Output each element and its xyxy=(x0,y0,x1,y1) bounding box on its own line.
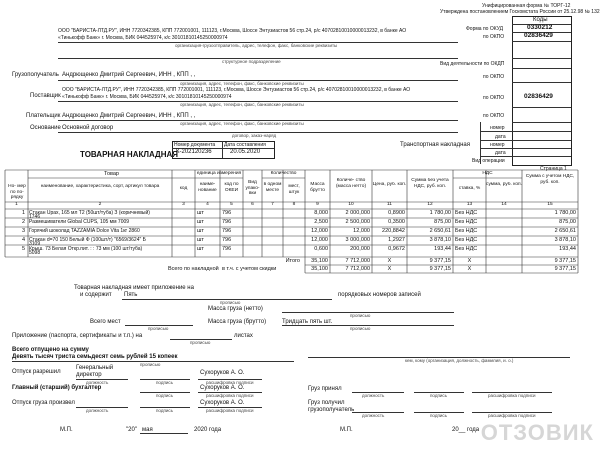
all-label: Всего по накладной xyxy=(168,266,219,272)
payer-value: Андрющенко Дмитрий Сергеевич, ИНН , КПП , , xyxy=(62,113,196,119)
row-name: Стакан Upax, 165 мл Т2 (50шт/туба) З (коричневый) xyxy=(29,209,150,216)
row-sum-novat: 193,44 xyxy=(434,245,451,252)
mp-right: М.П. xyxy=(340,427,353,433)
appendix-label: Приложение (паспорта, сертификаты и т.п.) на xyxy=(12,333,143,339)
row-unit: шт xyxy=(197,227,204,234)
header-unit-name: наиме- нование xyxy=(198,182,217,193)
column-number: 9 xyxy=(316,202,319,207)
basis-value: Основной договор xyxy=(62,125,114,131)
row-okei: 796 xyxy=(222,227,232,234)
column-number: 15 xyxy=(547,202,553,207)
consignee-label: Грузополучатель xyxy=(12,72,59,78)
number2-label: номер xyxy=(490,142,505,148)
all-gross: 35,100 xyxy=(311,266,328,272)
row-vat-rate: Без НДС xyxy=(455,236,478,243)
org-text-l2: «Тинькофф Банк» г. Москва, БИК 044525974, к/с 30101810145250000974 xyxy=(58,35,228,41)
row-price: 220,8842 xyxy=(382,227,405,234)
released-by-pos-cap: должность xyxy=(86,408,109,413)
doc-date-header: Дата составления xyxy=(224,142,266,148)
places-label: Всего мест xyxy=(90,319,121,325)
released-value: Девять тысяч триста семьдесят семь рублей 15 копеек xyxy=(12,354,178,360)
basis-label: Основание xyxy=(30,125,61,131)
row-sum-vat: 1 780,00 xyxy=(554,209,576,216)
row-vat-rate: Без НДС xyxy=(455,227,478,234)
row-price: 0,3500 xyxy=(388,218,405,225)
date-label: дата xyxy=(495,134,506,140)
itogo-sum: 9 377,15 xyxy=(429,258,451,264)
row-price: 0,9672 xyxy=(388,245,405,252)
okud-label: Форма по ОКУД xyxy=(466,26,504,32)
supplier-caption: организация, адрес, телефон, факс, банковские реквизиты xyxy=(180,102,304,107)
okpo4-label: по ОКПО xyxy=(483,113,505,119)
row-sum-vat: 193,44 xyxy=(559,245,576,252)
row-number: 5 xyxy=(21,245,25,252)
row-vat-rate: Без НДС xyxy=(455,218,478,225)
supplier-text-l2: «Тинькофф Банк» г. Москва, БИК 044525974, к/с 30101810145250000974 xyxy=(62,94,232,100)
header-gross: Масса брутто xyxy=(310,182,325,193)
header-sum-novat: Сумма без учета НДС, руб. коп. xyxy=(411,178,449,189)
received-sign-cap: подпись xyxy=(430,413,448,418)
date-month: мая xyxy=(142,427,153,433)
row-net: 12,000 xyxy=(353,227,370,234)
row-name-article: 1746 xyxy=(29,214,41,220)
accepted-sign-cap: подпись xyxy=(430,393,448,398)
allowed-pos-cap: должность xyxy=(86,380,109,385)
okpo2-label: по ОКПО xyxy=(483,74,505,80)
row-gross: 12,000 xyxy=(311,227,328,234)
header-vat-sum: сумма, руб. коп. xyxy=(486,182,522,187)
column-number: 14 xyxy=(501,202,507,207)
received-label: Груз получил грузополучатель xyxy=(308,400,355,413)
supplier-text-l1: ООО "БАРИСТА-ЛТД.РУ", ИНН 7720342385, КПП 772001001, 111123, г.Москва, Шоссе Энтузиастов 56 стр.24, р/с 40702810010000013232, в банке АО xyxy=(62,87,411,93)
row-gross: 12,000 xyxy=(311,236,328,243)
header-tovar-name: наименование, характеристика, сорт, артикул товара xyxy=(40,184,160,189)
released-written-cap: прописью xyxy=(140,362,161,367)
row-net: 2 000,000 xyxy=(345,209,370,216)
row-vat-rate: Без НДС xyxy=(455,209,478,216)
op-label: Вид операции xyxy=(472,158,505,164)
row-number: 3 xyxy=(21,227,25,234)
doc-title: ТОВАРНАЯ НАКЛАДНАЯ xyxy=(80,150,179,159)
column-number: 5 xyxy=(230,202,233,207)
chief-name: Сухоруков А. О. xyxy=(200,385,245,391)
column-number: 13 xyxy=(466,202,473,207)
mass-net-label: Масса груза (нетто) xyxy=(208,306,263,312)
released-by-decode-cap: расшифровка подписи xyxy=(206,408,254,413)
row-vat-rate: Без НДС xyxy=(455,245,478,252)
sheets-label: листах xyxy=(234,333,253,339)
places-written-cap: прописью xyxy=(148,326,169,331)
doc-num-header: Номер документа xyxy=(174,142,216,148)
itogo-net: 7 712,000 xyxy=(345,258,370,264)
column-number: 2 xyxy=(98,202,102,207)
column-number: 4 xyxy=(206,202,209,207)
all-price: X xyxy=(387,266,392,272)
org-caption: организация-грузоотправитель, адрес, телефон, факс, банковские реквизиты xyxy=(175,43,338,48)
chief-label: Главный (старший) бухгалтер xyxy=(12,385,102,391)
row-sum-vat: 875,00 xyxy=(559,218,576,225)
page-label: Страница 1 xyxy=(540,166,567,172)
okpo3-label: по ОКПО xyxy=(483,95,505,101)
all-rate: X xyxy=(467,266,472,272)
itogo-rate: X xyxy=(467,258,472,264)
mass-net-written-cap: прописью xyxy=(350,313,371,318)
row-unit: шт xyxy=(197,236,204,243)
payer-label: Плательщик xyxy=(26,113,61,119)
date-right-year: 20__ года xyxy=(452,427,480,433)
attach-label-1: Товарная накладная имеет приложение на xyxy=(74,285,194,291)
watermark: ОТЗОВИК xyxy=(480,420,594,445)
proxy-caption: кем, кому (организация, должность, фамилия, и. о.) xyxy=(405,358,514,363)
column-number: 7 xyxy=(271,202,274,207)
row-sum-vat: 2 650,61 xyxy=(554,227,576,234)
consignee-value: Андрющенко Дмитрий Сергеевич, ИНН , КПП , , xyxy=(62,72,196,78)
row-okei: 796 xyxy=(222,209,232,216)
row-unit: шт xyxy=(197,218,204,225)
released-by-name: Сухоруков А. О. xyxy=(200,400,245,406)
accepted-label: Груз принял xyxy=(308,386,342,392)
column-number: 11 xyxy=(387,202,392,207)
header-num: Но- мер по по- рядку xyxy=(8,184,26,200)
row-net: 3 000,000 xyxy=(345,236,370,243)
row-unit: шт xyxy=(197,209,204,216)
row-price: 0,8900 xyxy=(388,209,405,216)
attach-written-cap: прописью xyxy=(220,300,241,305)
column-number: 10 xyxy=(348,202,354,207)
itogo-price: X xyxy=(387,258,392,264)
header-qty-one: в одном месте xyxy=(263,182,282,193)
header-pack: Вид упако- вки xyxy=(245,180,260,196)
column-number: 6 xyxy=(251,202,254,207)
itogo-label: Итого xyxy=(285,258,300,264)
accepted-pos-cap: должность xyxy=(362,393,385,398)
header-net: Количе- ство (масса нетто) xyxy=(335,178,367,189)
allowed-label: Отпуск разрешил xyxy=(12,369,61,375)
subdiv-caption: структурное подразделение xyxy=(222,59,281,64)
okud-value: 0330212 xyxy=(527,24,553,31)
all-total: 9 377,15 xyxy=(554,266,576,272)
doc-date-value: 20.05.2020 xyxy=(230,149,261,155)
column-number: 8 xyxy=(292,202,296,207)
header-vat: НДС xyxy=(482,171,493,176)
row-number: 1 xyxy=(21,209,25,216)
row-unit: шт xyxy=(197,245,204,252)
allowed-name: Сухоруков А. О. xyxy=(200,370,245,376)
row-price: 1,2927 xyxy=(388,236,405,243)
total-value: Тридцать пять шт. xyxy=(282,319,333,325)
row-okei: 796 xyxy=(222,218,232,225)
row-name-article: 3109 xyxy=(29,241,41,247)
row-sum-novat: 2 650,61 xyxy=(429,227,451,234)
okdp-label: Вид деятельности по ОКДП xyxy=(440,61,505,67)
itogo-gross: 35,100 xyxy=(311,258,328,264)
row-sum-novat: 875,00 xyxy=(434,218,451,225)
codes-title: Коды xyxy=(533,17,548,23)
accepted-decode-cap: расшифровка подписи xyxy=(488,393,536,398)
all-sum: 9 377,15 xyxy=(429,266,451,272)
okpo-value: 02836429 xyxy=(524,32,553,39)
consignee-caption: организация, адрес, телефон, факс, банковские реквизиты xyxy=(180,81,304,86)
header-vat-rate: ставка, % xyxy=(458,186,481,191)
basis-caption: договор, заказ-наряд xyxy=(232,133,277,138)
mass-gross-label: Масса груза (брутто) xyxy=(208,319,267,325)
column-number: 12 xyxy=(427,202,433,207)
row-gross: 0,600 xyxy=(314,245,328,252)
row-okei: 796 xyxy=(222,245,232,252)
attach-suffix: порядковых номеров записей xyxy=(338,292,421,298)
form-header-line1: Унифицированная форма № ТОРГ-12 xyxy=(482,3,571,9)
mass-gross-written-cap: прописью xyxy=(350,326,371,331)
released-by-sign-cap: подпись xyxy=(156,408,174,413)
all-suffix: в т.ч. с учетом скидки xyxy=(222,266,277,272)
doc-num-value: К-202120236 xyxy=(176,149,212,155)
attach-label-2: и содержит xyxy=(80,292,112,298)
all-net: 7 712,000 xyxy=(345,266,370,272)
row-okei: 796 xyxy=(222,236,232,243)
header-price: Цена, руб. коп. xyxy=(372,182,407,187)
column-number: 1 xyxy=(15,202,18,207)
org-text-l1: ООО "БАРИСТА-ЛТД.РУ", ИНН 7720342385, КПП 772001001, 111123, г.Москва, Шоссе Энтузиастов 56 стр.24, р/с 40702810010000013232, в банке АО xyxy=(58,28,407,34)
header-qty: Количество xyxy=(270,171,297,176)
row-net: 2 500,000 xyxy=(345,218,370,225)
number-label: номер xyxy=(490,125,505,131)
row-name: Стакан d=70 150 Белый Ф (100шт/т) "6569/3624" Б xyxy=(29,236,146,243)
row-name: Размешиватели Global CUPS, 105 мм 7009 xyxy=(29,218,130,225)
date-year: 2020 года xyxy=(194,427,222,433)
header-unit-code: код по ОКЕИ xyxy=(224,182,239,193)
okpo3-value: 02836429 xyxy=(524,93,553,100)
header-qty-places: мест, штук xyxy=(288,184,300,195)
row-number: 2 xyxy=(21,218,25,225)
received-pos-cap: должность xyxy=(362,413,385,418)
header-unit: единица измерения xyxy=(196,171,242,176)
chief-sign-cap: подпись xyxy=(156,393,174,398)
appendix-written-cap: прописью xyxy=(190,340,211,345)
header-code: код xyxy=(179,186,188,191)
row-sum-vat: 3 878,10 xyxy=(554,236,576,243)
transport-label: Транспортная накладная xyxy=(400,142,471,148)
itogo-total: 9 377,15 xyxy=(554,258,576,264)
row-name: Крыш. 73 Белая Откр.пит. : : 73 мм (100 шт/туба) xyxy=(29,245,143,252)
attach-value: Пять xyxy=(124,292,138,298)
supplier-label: Поставщик xyxy=(30,93,61,99)
row-name: Горячий шоколад TAZZAMIA Dolce Vita 1кг 2860 xyxy=(29,227,140,234)
released-label: Всего отпущено на сумму xyxy=(12,347,89,353)
date2-label: дата xyxy=(495,150,506,156)
row-gross: 8,000 xyxy=(314,209,328,216)
payer-caption: организация, адрес, телефон, факс, банковские реквизиты xyxy=(180,121,304,126)
row-sum-novat: 3 878,10 xyxy=(429,236,451,243)
mp-left: М.П. xyxy=(60,427,73,433)
allowed-position: Генеральный директор xyxy=(76,365,114,378)
allowed-sign-cap: подпись xyxy=(156,380,174,385)
row-name-article: 5098 xyxy=(29,250,41,256)
row-sum-novat: 1 780,00 xyxy=(429,209,451,216)
row-net: 200,000 xyxy=(350,245,370,252)
header-tovar: Товар xyxy=(104,171,119,177)
released-by-label: Отпуск груза произвел xyxy=(12,400,75,406)
row-gross: 2,500 xyxy=(314,218,328,225)
chief-decode-cap: расшифровка подписи xyxy=(206,393,254,398)
okpo-label: по ОКПО xyxy=(483,34,505,40)
column-number: 3 xyxy=(182,202,185,207)
allowed-decode-cap: расшифровка подписи xyxy=(206,380,254,385)
date-day: "20" xyxy=(126,427,137,433)
form-header-line2: Утверждена постановлением Госкомстата России от 25.12.98 № 132 xyxy=(440,9,600,15)
row-number: 4 xyxy=(21,236,25,243)
header-sum-vat: Сумма с учетом НДС, руб. коп. xyxy=(525,174,575,185)
received-decode-cap: расшифровка подписи xyxy=(488,413,536,418)
